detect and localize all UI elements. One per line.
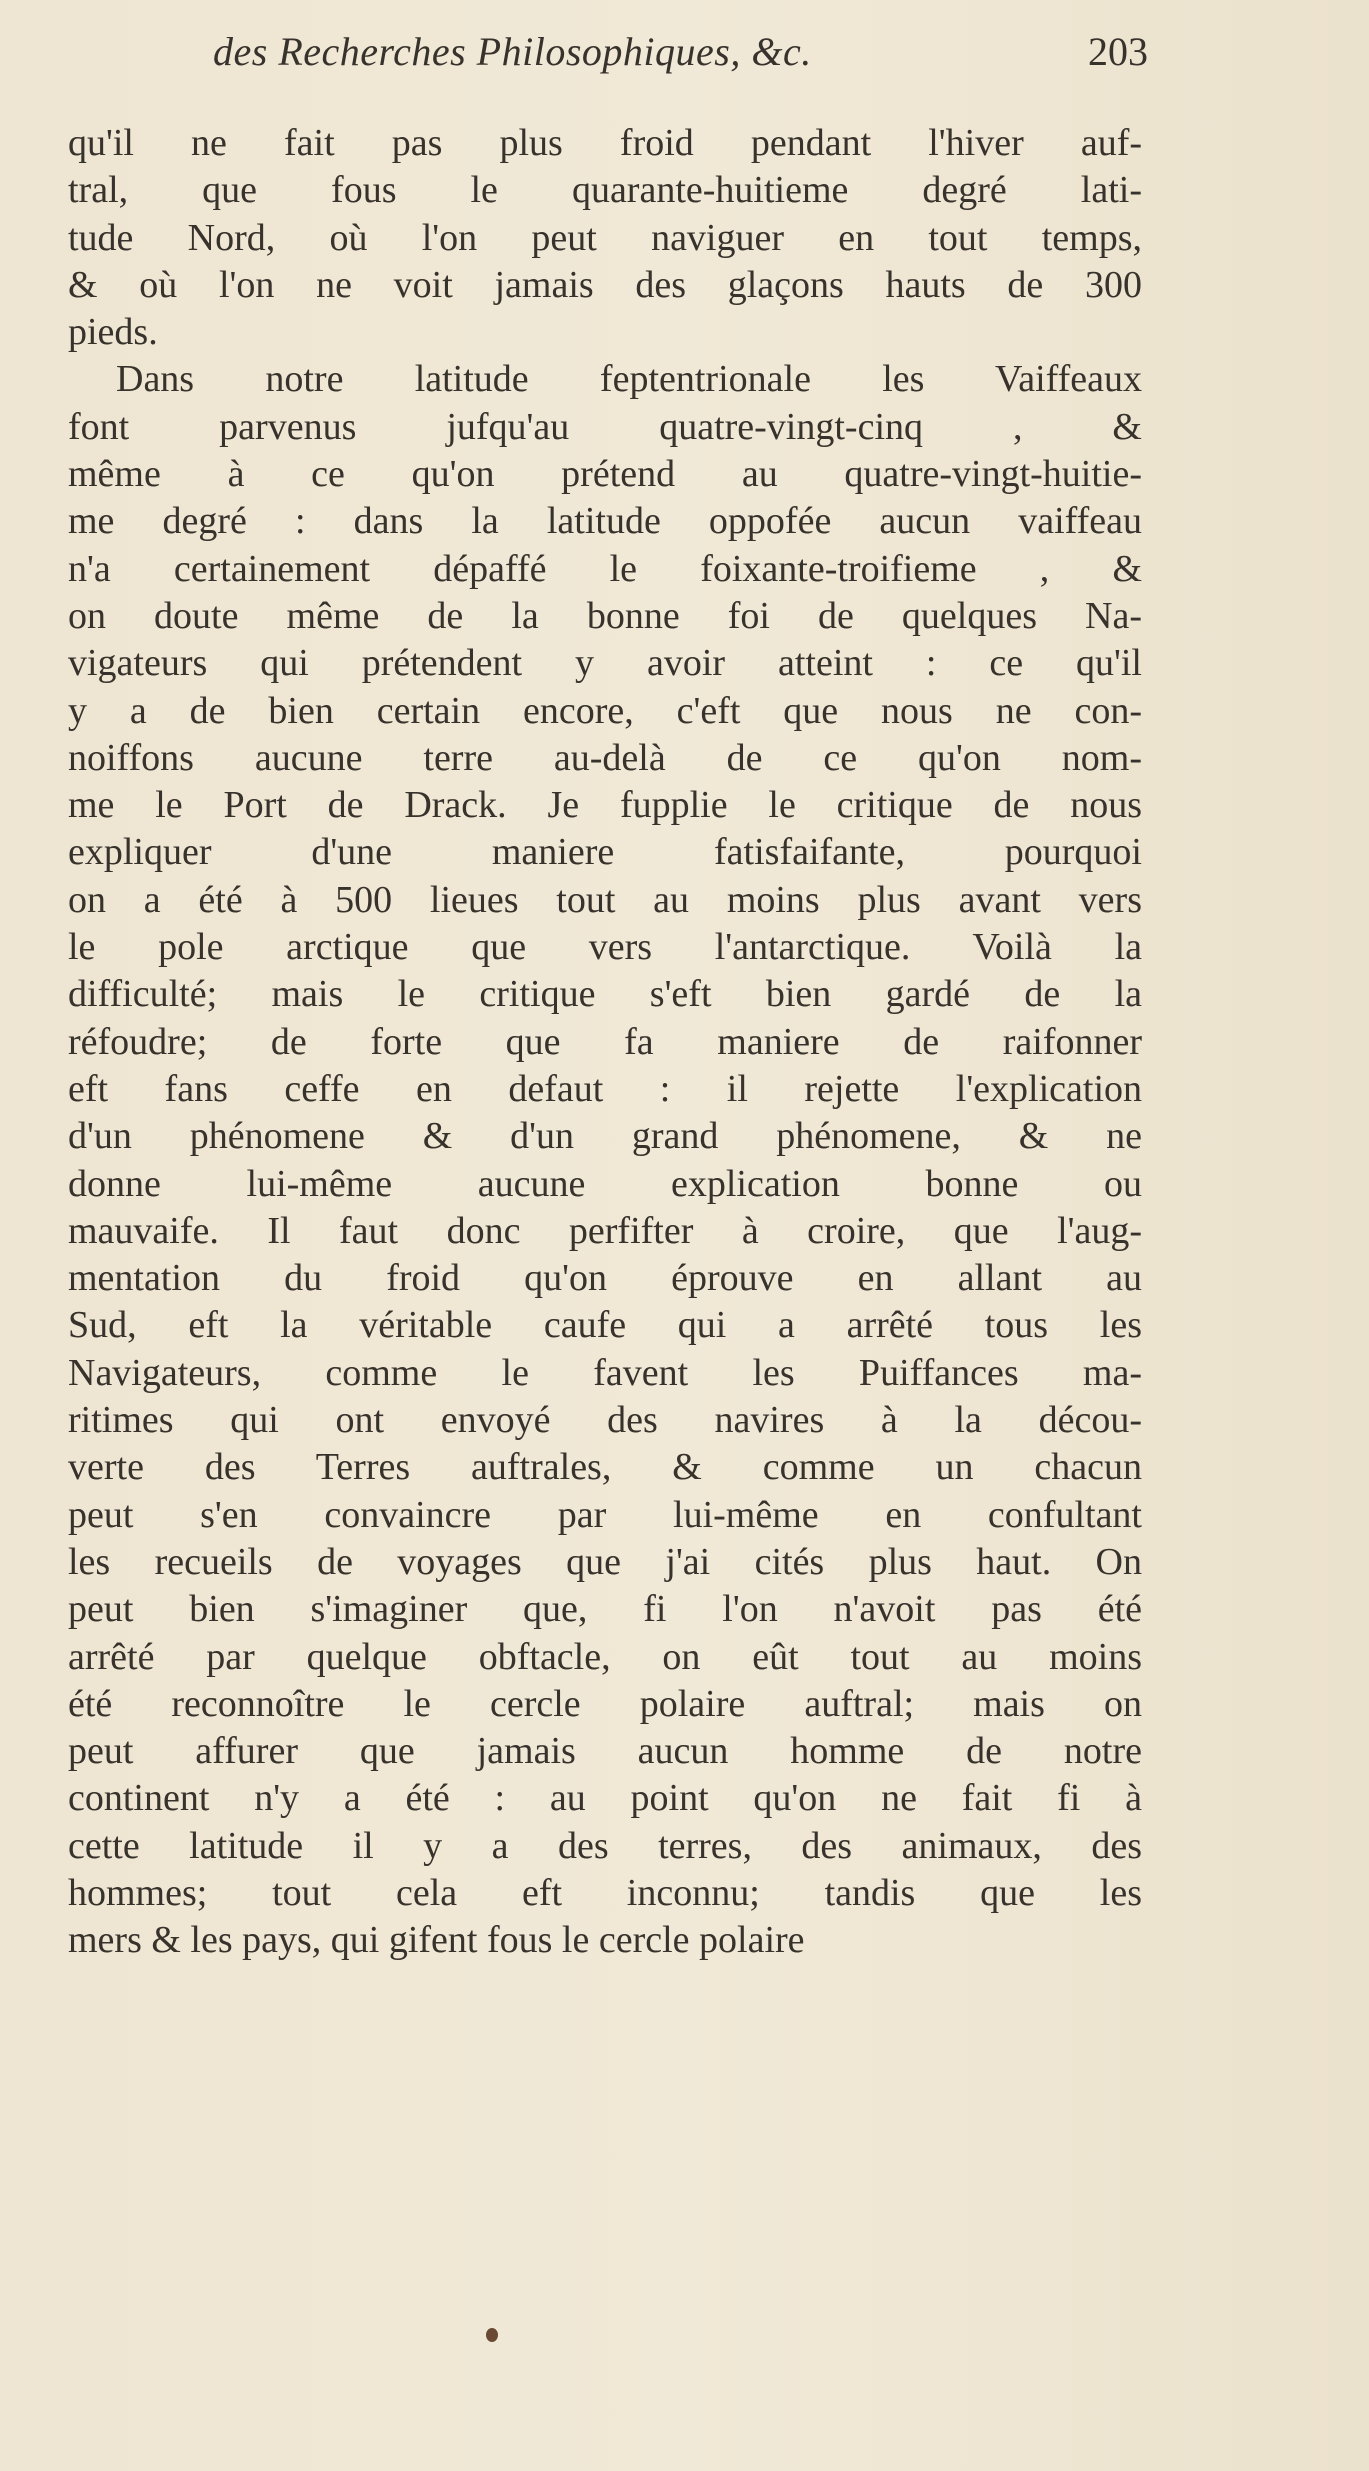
- text-line: donne lui-même aucune explication bonne ou: [68, 1162, 1142, 1205]
- text-line: mers & les pays, qui gifent fous le cercle polaire: [68, 1919, 805, 1962]
- text-line: y a de bien certain encore, c'eft que nous ne con-: [68, 689, 1142, 732]
- text-line: eft fans ceffe en defaut : il rejette l'explication: [68, 1067, 1142, 1110]
- text-line: réfoudre; de forte que fa maniere de raifonner: [68, 1020, 1142, 1063]
- text-line: noiffons aucune terre au-delà de ce qu'on nom-: [68, 736, 1142, 779]
- page-number: 203: [1088, 29, 1148, 74]
- text-line: ritimes qui ont envoyé des navires à la décou-: [68, 1399, 1142, 1442]
- text-line: été reconnoître le cercle polaire auftral; mais on: [68, 1682, 1142, 1725]
- text-line: même à ce qu'on prétend au quatre-vingt-huitie-: [68, 453, 1142, 496]
- text-line: Sud, eft la véritable caufe qui a arrêté tous les: [68, 1304, 1142, 1347]
- text-line: mentation du froid qu'on éprouve en allant au: [68, 1257, 1142, 1300]
- text-line: verte des Terres auftrales, & comme un chacun: [68, 1446, 1142, 1489]
- text-line: me le Port de Drack. Je fupplie le critique de nous: [68, 784, 1142, 827]
- text-line: font parvenus jufqu'au quatre-vingt-cinq , &: [68, 405, 1142, 448]
- text-line: me degré : dans la latitude oppofée aucun vaiffeau: [68, 500, 1142, 543]
- running-title: des Recherches Philosophiques, &c.: [213, 29, 812, 74]
- text-line: pieds.: [68, 311, 158, 354]
- text-line: le pole arctique que vers l'antarctique. Voilà la: [68, 926, 1142, 969]
- text-line: d'un phénomene & d'un grand phénomene, & ne: [68, 1115, 1142, 1158]
- text-line: on a été à 500 lieues tout au moins plus avant vers: [68, 878, 1142, 921]
- text-line: arrêté par quelque obftacle, on eût tout au moins: [68, 1635, 1142, 1678]
- text-line: on doute même de la bonne foi de quelques Na-: [68, 594, 1142, 637]
- text-line: les recueils de voyages que j'ai cités plus haut. On: [68, 1540, 1142, 1583]
- ink-spot-ornament: [486, 2328, 498, 2342]
- text-line: peut affurer que jamais aucun homme de notre: [68, 1730, 1142, 1773]
- text-line: peut bien s'imaginer que, fi l'on n'avoit pas été: [68, 1588, 1142, 1631]
- text-line: & où l'on ne voit jamais des glaçons hauts de 300: [68, 263, 1142, 306]
- text-line: hommes; tout cela eft inconnu; tandis que les: [68, 1871, 1142, 1914]
- text-line: peut s'en convaincre par lui-même en confultant: [68, 1493, 1142, 1536]
- text-line: n'a certainement dépaffé le foixante-troifieme , &: [68, 547, 1142, 590]
- text-line: qu'il ne fait pas plus froid pendant l'hiver auf-: [68, 122, 1142, 164]
- page-body-text: [68, 120, 1142, 1965]
- text-line: tral, que fous le quarante-huitieme degré lati-: [68, 169, 1142, 212]
- text-line: tude Nord, où l'on peut naviguer en tout temps,: [68, 216, 1142, 259]
- text-line: Dans notre latitude feptentrionale les Vaiffeaux: [116, 358, 1142, 401]
- text-line: mauvaife. Il faut donc perfifter à croire, que l'aug-: [68, 1209, 1142, 1252]
- text-line: expliquer d'une maniere fatisfaifante, pourquoi: [68, 831, 1142, 874]
- text-line: cette latitude il y a des terres, des animaux, des: [68, 1824, 1142, 1867]
- text-line: continent n'y a été : au point qu'on ne fait fi à: [68, 1777, 1142, 1820]
- page-header: [68, 28, 1148, 78]
- text-line: difficulté; mais le critique s'eft bien gardé de la: [68, 973, 1142, 1016]
- text-line: vigateurs qui prétendent y avoir atteint : ce qu'il: [68, 642, 1142, 685]
- text-line: Navigateurs, comme le favent les Puiffances ma-: [68, 1351, 1142, 1394]
